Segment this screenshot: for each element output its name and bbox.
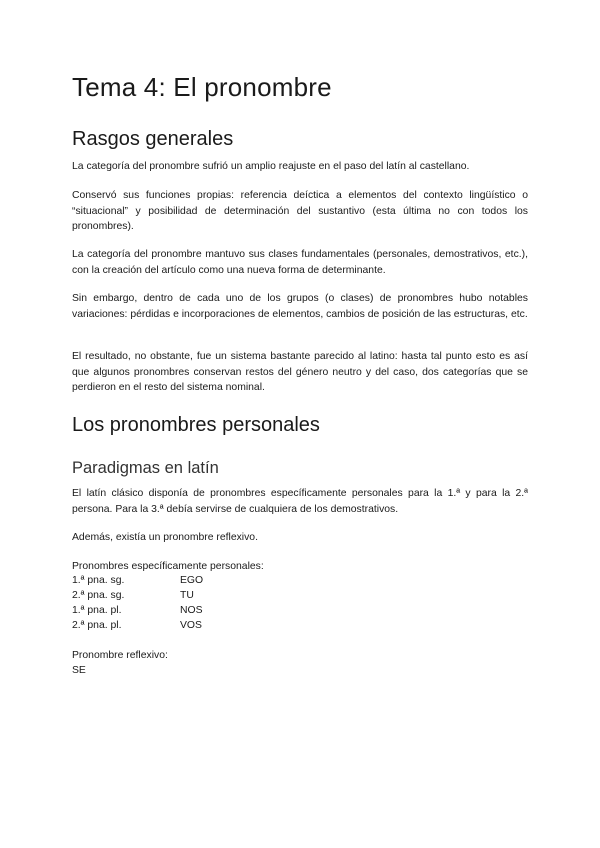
paragraph: El latín clásico disponía de pronombres específicamente personales para la 1.ª y para la 2.ª persona. Para la 3.ª debía servirse de cualquiera de los demostrativos. [72, 488, 528, 515]
person-label: 1.ª pna. pl. [72, 605, 122, 616]
person-label: 2.ª pna. pl. [72, 620, 122, 631]
section-heading-rasgos: Rasgos generales [72, 128, 234, 150]
paragraph: Además, existía un pronombre reflexivo. [72, 532, 258, 543]
list-item [72, 573, 203, 589]
section-heading-personales: Los pronombres personales [72, 414, 320, 436]
paragraph: El resultado, no obstante, fue un sistema bastante parecido al latino: hasta tal punto esto es así que algunos pronombres conservan restos del género neutro y del caso, dos categorías que se perdieron en el resto del sistema nominal. [72, 351, 528, 393]
pronoun-form: SE [72, 665, 86, 676]
list-title: Pronombres específicamente personales: [72, 561, 264, 572]
paragraph: Sin embargo, dentro de cada uno de los grupos (o clases) de pronombres hubo notables variaciones: pérdidas e incorporaciones de elementos, cambios de posición de las estructuras, etc. [72, 293, 528, 320]
list-item [72, 618, 202, 634]
pronoun-form: VOS [180, 620, 202, 631]
page-title: Tema 4: El pronombre [72, 72, 332, 102]
list-item [72, 588, 194, 604]
pronoun-form: EGO [180, 575, 204, 586]
paragraph: La categoría del pronombre sufrió un amplio reajuste en el paso del latín al castellano. [72, 161, 470, 172]
subsection-heading: Paradigmas en latín [72, 459, 219, 477]
paragraph: La categoría del pronombre mantuvo sus clases fundamentales (personales, demostrativos, etc.), con la creación del artículo como una nueva forma de determinante. [72, 249, 528, 276]
pronoun-form: TU [180, 590, 194, 601]
person-label: 2.ª pna. sg. [72, 590, 125, 601]
pronoun-form: NOS [180, 605, 203, 616]
paragraph: Conservó sus funciones propias: referencia deíctica a elementos del contexto lingüístico o “situacional” y posibilidad de determinación del sustantivo (esta última no con todos los pronombres). [72, 190, 528, 232]
person-label: 1.ª pna. sg. [72, 575, 125, 586]
list-title: Pronombre reflexivo: [72, 650, 168, 661]
list-item [72, 603, 203, 619]
